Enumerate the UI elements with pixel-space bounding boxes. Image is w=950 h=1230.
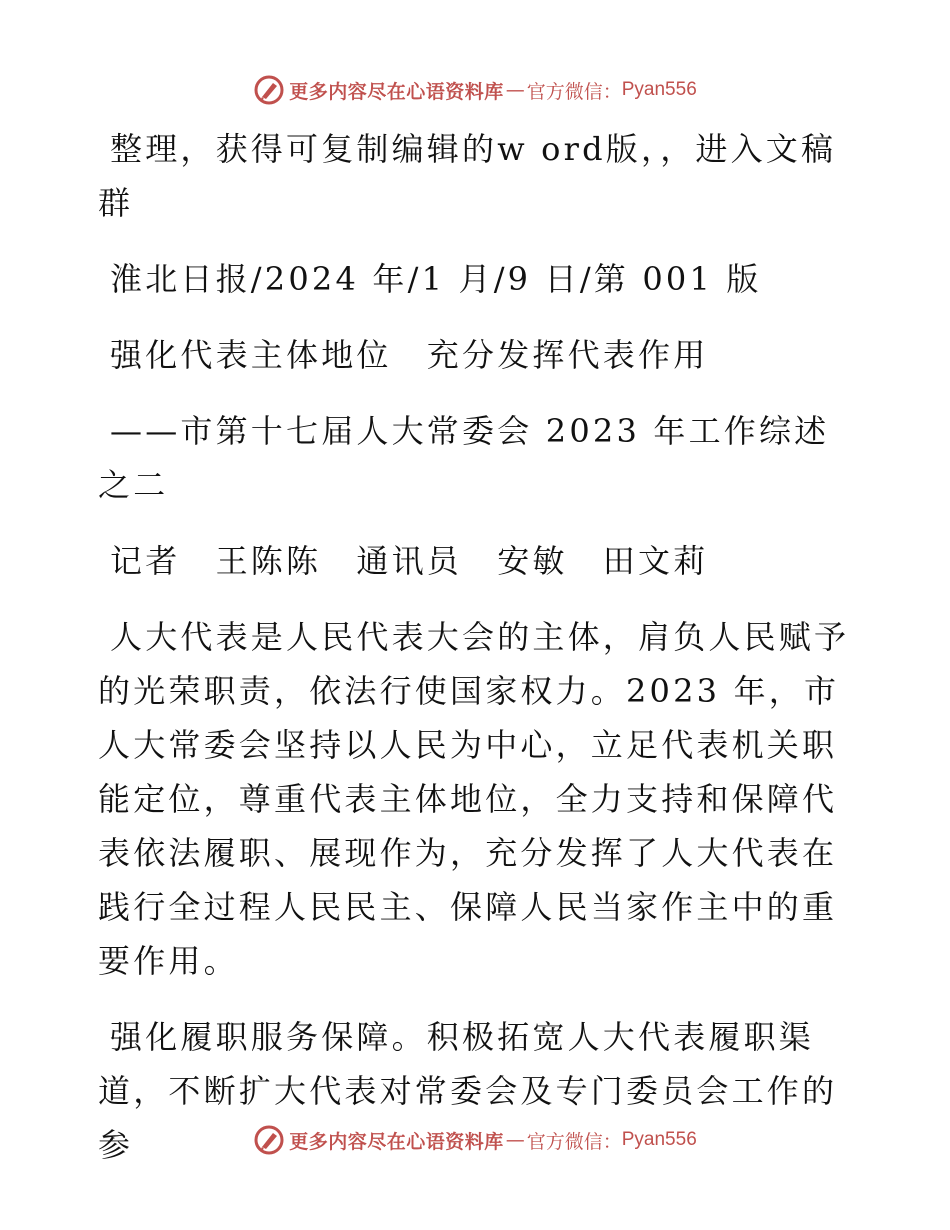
source-line: 淮北日报/2024 年/1 月/9 日/第 001 版: [110, 260, 762, 298]
banner-dash: —: [505, 1129, 525, 1151]
article-title: 强化代表主体地位 充分发挥代表作用: [110, 336, 709, 374]
footer-banner: [0, 1120, 950, 1160]
article-subtitle: ——市第十七届人大常委会 2023 年工作综述之二: [98, 412, 830, 504]
pen-nib-logo-icon: [253, 74, 285, 106]
byline: 记者 王陈陈 通讯员 安敏 田文莉: [110, 542, 709, 580]
banner-wechat-id: Pyan556: [621, 79, 697, 100]
banner-dash: —: [505, 79, 525, 101]
body-paragraph: 人大代表是人民代表大会的主体，肩负人民赋予的光荣职责，依法行使国家权力。2023 年，市人大常委会坚持以人民为中心，立足代表机关职能定位，尊重代表主体地位，全力支持和保障代表依法履职、展现作为，充分发挥了人大代表在践行全过程人民民主、保障人民当家作主中的重要作用。: [98, 618, 850, 980]
intro-line: 整理，获得可复制编辑的w ord版，，进入文稿群: [98, 130, 837, 222]
banner-wechat-id: Pyan556: [621, 1129, 697, 1150]
pen-nib-logo-icon: [253, 1124, 285, 1156]
header-banner: [0, 70, 950, 110]
document-body: [98, 122, 853, 1194]
banner-text: 更多内容尽在心语资料库: [289, 80, 504, 103]
banner-wechat-label: 官方微信：: [526, 1130, 622, 1153]
banner-text: 更多内容尽在心语资料库: [289, 1130, 504, 1153]
banner-wechat-label: 官方微信：: [526, 80, 622, 103]
body-paragraph: 强化履职服务保障。积极拓宽人大代表履职渠道，不断扩大代表对常委会及专门委员会工作的参: [98, 1018, 838, 1164]
